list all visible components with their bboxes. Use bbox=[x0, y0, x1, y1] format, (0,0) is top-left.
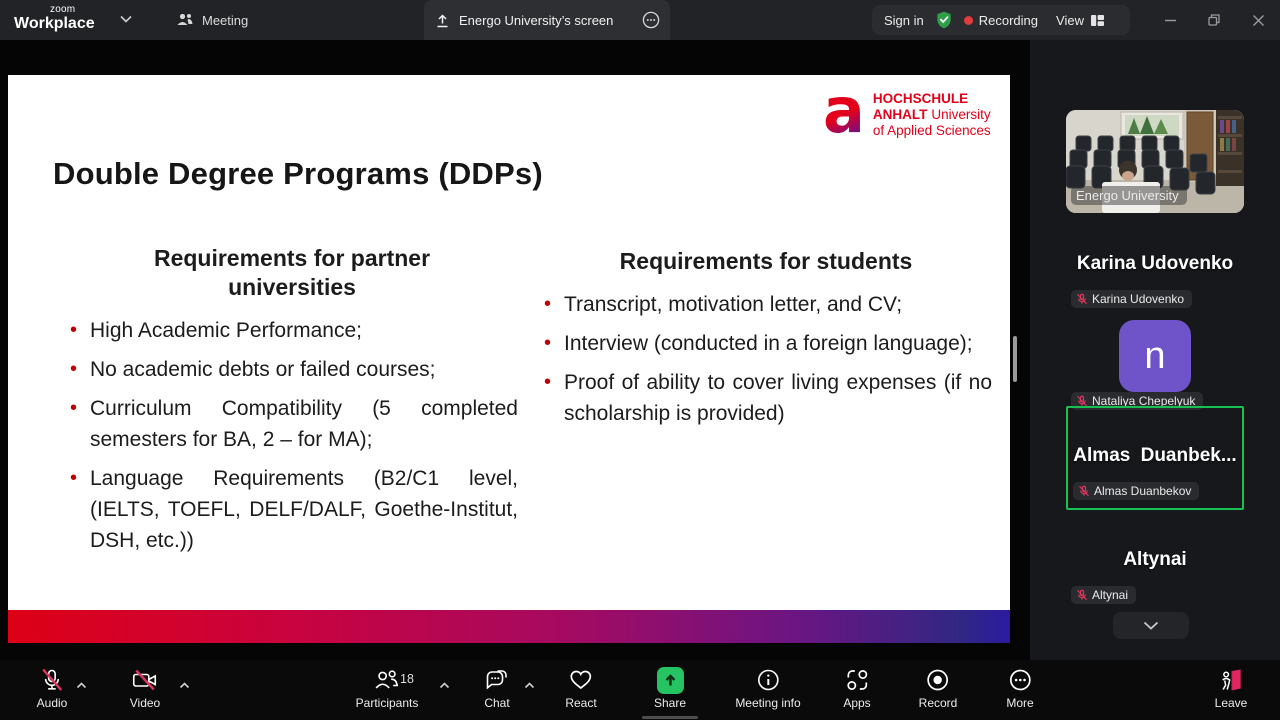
participant-name: Karina Udovenko bbox=[1076, 253, 1234, 275]
participants-button[interactable]: Participants bbox=[356, 666, 419, 710]
screen-share-icon bbox=[434, 12, 451, 29]
chat-button[interactable]: Chat bbox=[484, 666, 511, 710]
bullet-item: • Curriculum Compatibility (5 completed semesters for BA, 2 – for MA); bbox=[66, 393, 518, 455]
share-icon bbox=[657, 667, 684, 694]
meeting-toolbar bbox=[0, 660, 1280, 720]
recording-label: Recording bbox=[978, 12, 1039, 28]
participants-count: 18 bbox=[400, 672, 414, 686]
shield-check-icon[interactable] bbox=[934, 10, 954, 30]
participant-label: Almas Duanbekov bbox=[1073, 482, 1199, 500]
title-bar bbox=[0, 0, 1280, 40]
share-button[interactable]: Share bbox=[654, 666, 686, 710]
brand-workplace: Workplace bbox=[14, 15, 95, 32]
video-button[interactable]: Video bbox=[130, 666, 160, 710]
meeting-status-group bbox=[872, 5, 1130, 35]
participant-label: Altynai bbox=[1071, 586, 1136, 604]
zoom-workplace-logo bbox=[14, 4, 95, 33]
meeting-info-button[interactable]: Meeting info bbox=[735, 666, 800, 710]
hochschule-anhalt-logo bbox=[823, 75, 991, 147]
video-tile-energo[interactable] bbox=[1066, 110, 1244, 213]
bullet-item: • Proof of ability to cover living expenses (if no scholarship is provided) bbox=[540, 367, 992, 429]
mic-muted-icon bbox=[1078, 485, 1090, 497]
record-button[interactable]: Record bbox=[919, 666, 958, 710]
bullet-item: • No academic debts or failed courses; bbox=[66, 354, 518, 385]
avatar: n bbox=[1119, 320, 1191, 392]
apps-button[interactable]: Apps bbox=[843, 666, 870, 710]
participant-label: Karina Udovenko bbox=[1071, 290, 1192, 308]
heart-icon bbox=[567, 666, 594, 694]
participant-name: Almas Duanbek... bbox=[1073, 445, 1237, 467]
participant-tile-nataliya[interactable] bbox=[1066, 318, 1244, 418]
video-options-chevron[interactable] bbox=[179, 682, 190, 689]
participant-label: Nataliya Chepelyuk bbox=[1071, 392, 1203, 410]
restore-button[interactable] bbox=[1192, 0, 1236, 40]
participant-name: Altynai bbox=[1123, 549, 1187, 571]
participant-tile-altynai[interactable] bbox=[1066, 512, 1244, 612]
partner-requirements-column bbox=[66, 244, 518, 564]
bullet-item: • High Academic Performance; bbox=[66, 315, 518, 346]
info-icon bbox=[755, 666, 781, 694]
bullet-item: • Transcript, motivation letter, and CV; bbox=[540, 289, 992, 320]
sign-in-button[interactable]: Sign in bbox=[884, 12, 924, 28]
more-button[interactable]: More bbox=[1006, 666, 1033, 710]
view-button[interactable]: View bbox=[1056, 12, 1084, 28]
bullet-item: • Language Requirements (B2/C1 level, (IELTS, TOEFL, DELF/DALF, Goethe-Institut, DSH, etc.)) bbox=[66, 463, 518, 556]
close-button[interactable] bbox=[1236, 0, 1280, 40]
video-tile-label: Energo University bbox=[1071, 186, 1187, 205]
leave-icon bbox=[1217, 666, 1245, 694]
logo-text: HOCHSCHULE ANHALT University of Applied Sciences bbox=[872, 91, 991, 138]
participants-panel bbox=[1030, 40, 1280, 660]
scroll-participants-button[interactable] bbox=[1113, 612, 1189, 639]
tab-meeting-label: Meeting bbox=[202, 12, 249, 28]
more-icon bbox=[1007, 666, 1033, 694]
shared-screen-area bbox=[0, 40, 1030, 660]
react-button[interactable]: React bbox=[565, 666, 596, 710]
participants-icon bbox=[373, 666, 401, 694]
chat-icon bbox=[484, 666, 511, 694]
slide-footer-gradient bbox=[8, 610, 1010, 643]
chevron-down-icon bbox=[1143, 621, 1159, 630]
participant-tile-almas-active-speaker[interactable] bbox=[1066, 406, 1244, 510]
presentation-slide bbox=[8, 75, 1010, 643]
right-column-heading: Requirements for students bbox=[619, 248, 913, 274]
view-grid-icon[interactable] bbox=[1090, 13, 1105, 28]
share-active-indicator bbox=[642, 716, 698, 719]
bullet-item: • Interview (conducted in a foreign language); bbox=[540, 328, 992, 359]
mic-muted-icon bbox=[1076, 589, 1088, 601]
participant-tile-karina[interactable] bbox=[1066, 216, 1244, 316]
minimize-button[interactable] bbox=[1148, 0, 1192, 40]
logo-letter-a: a bbox=[823, 75, 865, 147]
camera-muted-icon bbox=[131, 666, 159, 694]
chevron-down-icon[interactable] bbox=[120, 15, 132, 23]
slide-title: Double Degree Programs (DDPs) bbox=[53, 156, 543, 191]
left-column-heading: Requirements for partner universities bbox=[153, 245, 431, 300]
student-requirements-column bbox=[540, 247, 992, 437]
tab-meeting[interactable] bbox=[168, 0, 256, 40]
audio-button[interactable]: Audio bbox=[37, 666, 68, 710]
window-controls bbox=[1148, 0, 1280, 40]
chat-options-chevron[interactable] bbox=[524, 682, 535, 689]
mic-muted-icon bbox=[39, 666, 65, 694]
scrollbar-thumb[interactable] bbox=[1013, 336, 1017, 382]
recording-dot bbox=[964, 16, 973, 25]
participants-options-chevron[interactable] bbox=[439, 682, 450, 689]
mic-muted-icon bbox=[1076, 293, 1088, 305]
record-icon bbox=[925, 666, 951, 694]
apps-icon bbox=[844, 666, 870, 694]
people-icon bbox=[176, 11, 194, 29]
ellipsis-icon[interactable] bbox=[642, 11, 660, 29]
tab-shared-screen[interactable] bbox=[424, 0, 670, 40]
tab-shared-screen-label: Energo University’s screen bbox=[459, 12, 614, 28]
leave-button[interactable]: Leave bbox=[1215, 666, 1248, 710]
brand-zoom: zoom bbox=[50, 4, 76, 15]
audio-options-chevron[interactable] bbox=[76, 682, 87, 689]
